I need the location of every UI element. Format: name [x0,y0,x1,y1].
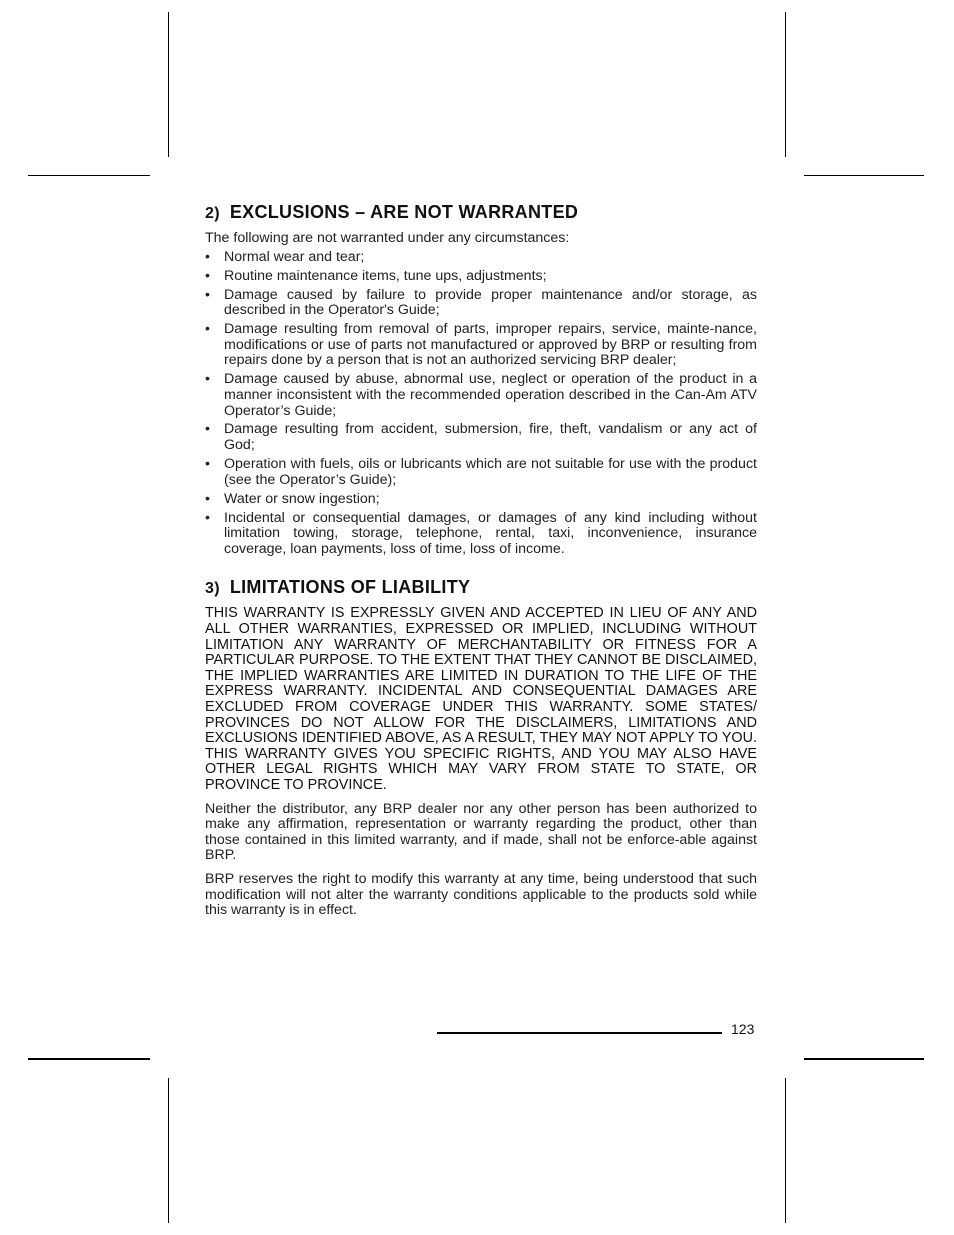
crop-mark-bottom-right-horizontal [804,1058,924,1060]
list-item: • Damage caused by abuse, abnormal use, neglect or operation of the product in a manner inconsistent with the recommended operation described in the Can-Am ATV Operator’s Guide; [205,372,757,419]
section-2-number: 2) [205,205,220,222]
list-item: • Operation with fuels, oils or lubricants which are not suitable for use with the product (see the Operator’s Guide); [205,457,757,488]
page-content [205,202,757,927]
crop-mark-bottom-left-vertical [168,1078,169,1223]
footer-rule [437,1032,722,1034]
section-2-title: EXCLUSIONS – ARE NOT WARRANTED [229,202,579,222]
authorization-paragraph: Neither the distributor, any BRP dealer nor any other person has been authorized to make any affirmation, representation or warranty regarding the product, other than those contained in this limited warranty, and if made, shall not be enforce-able against BRP. [205,800,757,864]
section-3-title: LIMITATIONS OF LIABILITY [229,577,471,598]
list-item: • Routine maintenance items, tune ups, adjustments; [205,269,757,285]
list-item: • Water or snow ingestion; [205,492,757,508]
list-item: • Incidental or consequential damages, or damages of any kind including without limitation towing, storage, telephone, rental, taxi, inconvenience, insurance coverage, loan payments, loss of time, loss of income. [205,511,757,558]
crop-mark-top-right-horizontal [804,175,924,176]
crop-mark-bottom-right-vertical [785,1078,786,1223]
liability-caps-paragraph: THIS WARRANTY IS EXPRESSLY GIVEN AND ACCEPTED IN LIEU OF ANY AND ALL OTHER WARRANTIES, EXPRESSED OR IMPLIED, INCLUDING WITHOUT LIMITATION ANY WARRANTY OF MERCHANTABILITY OR FITNESS FOR A PARTICULAR PURPOSE. TO THE EXTENT THAT THEY CANNOT BE DISCLAIMED, THE IMPLIED WARRANTIES ARE LIMITED IN DURATION TO THE LIFE OF THE EXPRESS WARRANTY. INCIDENTAL AND CONSEQUENTIAL DAMAGES ARE EXCLUDED FROM COVERAGE UNDER THIS WARRANTY. SOME STATES/ PROVINCES DO NOT ALLOW FOR THE DISCLAIMERS, LIMITATIONS AND EXCLUSIONS IDENTIFIED ABOVE, AS A RESULT, THEY MAY NOT APPLY TO YOU. THIS WARRANTY GIVES YOU SPECIFIC RIGHTS, AND YOU MAY ALSO HAVE OTHER LEGAL RIGHTS WHICH MAY VARY FROM STATE TO STATE, OR PROVINCE TO PROVINCE. [205,605,757,793]
crop-mark-top-left-horizontal [28,175,150,176]
crop-mark-top-left-vertical [168,12,169,157]
list-item: • Damage resulting from removal of parts, improper repairs, service, mainte-nance, modifications or use of parts not manufactured or approved by BRP or resulting from repairs done by a person that is not an authorized servicing BRP dealer; [205,322,757,369]
section-2-heading [205,202,757,223]
section-3-heading [205,577,757,598]
crop-mark-top-right-vertical [785,12,786,157]
crop-mark-bottom-left-horizontal [28,1058,150,1060]
modification-paragraph: BRP reserves the right to modify this warranty at any time, being understood that such modification will not alter the warranty conditions applicable to the products sold while this warranty is in effect. [205,870,757,919]
page-number: 123 [731,1021,755,1037]
list-item: • Damage caused by failure to provide proper maintenance and/or storage, as described in the Operator's Guide; [205,288,757,319]
section-3-number: 3) [205,580,220,598]
exclusions-list [205,250,757,558]
list-item: • Normal wear and tear; [205,250,757,266]
list-item: • Damage resulting from accident, submersion, fire, theft, vandalism or any act of God; [205,422,757,453]
section-2-intro: The following are not warranted under any circumstances: [205,230,570,246]
